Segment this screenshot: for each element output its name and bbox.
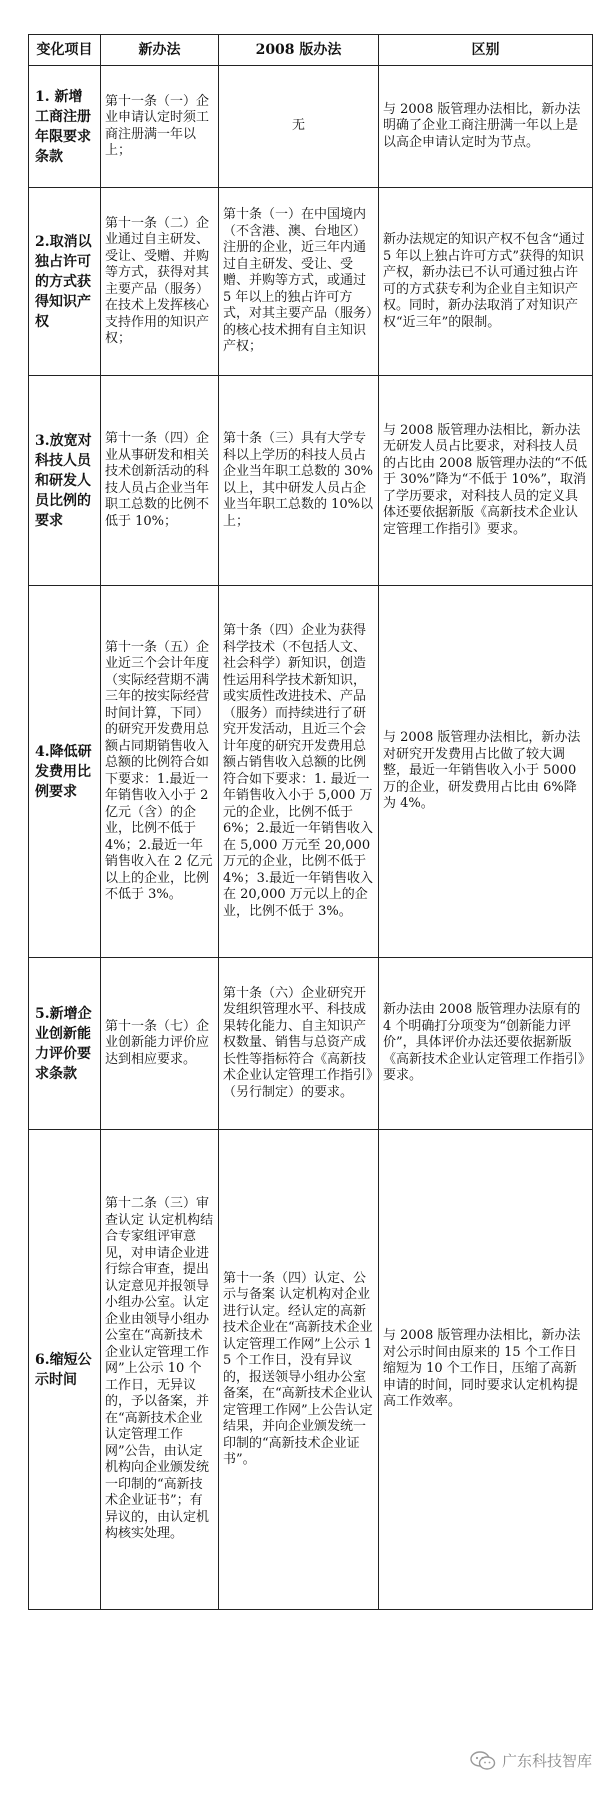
row-item: 5.新增企业创新能力评价要求条款 xyxy=(29,958,101,1130)
table-row xyxy=(29,188,593,376)
table-header-row xyxy=(29,35,593,66)
row-difference: 与 2008 版管理办法相比，新办法对公示时间由原来的 15 个工作日缩短为 10 个工作日，压缩了高新申请的时间，同时要求认定机构提高工作效率。 xyxy=(379,1130,593,1610)
row-item: 4.降低研发费用比例要求 xyxy=(29,586,101,958)
wechat-icon xyxy=(470,1751,496,1771)
row-2008-method: 无 xyxy=(219,66,379,188)
row-2008-method: 第十条（四）企业为获得科学技术（不包括人文、社会科学）新知识，创造性运用科学技术新知识，或实质性改进技术、产品（服务）而持续进行了研究开发活动，且近三个会计年度的研究开发费用总额占销售收入总额的比例符合如下要求：1. 最近一年销售收入小于 5,000 万元的企业，比例不低于 6%；2.最近一年销售收入在 5,000 万元至 20,000 万元的企业，比例不低于 4%；3.最近一年销售收入在 20,000 万元以上的企业，比例不低于 3%。 xyxy=(219,586,379,958)
header-difference: 区别 xyxy=(379,35,593,66)
row-new-method: 第十一条（一）企业申请认定时须工商注册满一年以上； xyxy=(101,66,219,188)
row-difference: 与 2008 版管理办法相比，新办法无研发人员占比要求，对科技人员的占比由 2008 版管理办法的“不低于 30%”降为“不低于 10%”，取消了学历要求，对科技人员的定义具体还要依据新版《高新技术企业认定管理工作指引》要求。 xyxy=(379,376,593,586)
watermark-text: 广东科技智库 xyxy=(501,1752,592,1770)
row-item: 6.缩短公示时间 xyxy=(29,1130,101,1610)
row-2008-method: 第十条（一）在中国境内（不含港、澳、台地区）注册的企业，近三年内通过自主研发、受让、受赠、并购等方式，或通过 5 年以上的独占许可方式，对其主要产品（服务）的核心技术拥有自主知识产权； xyxy=(219,188,379,376)
comparison-table-container xyxy=(28,34,592,1610)
row-difference: 与 2008 版管理办法相比，新办法对研究开发费用占比做了较大调整，最近一年销售收入小于 5000 万的企业，研发费用占比由 6%降为 4%。 xyxy=(379,586,593,958)
row-item: 1. 新增工商注册年限要求条款 xyxy=(29,66,101,188)
row-new-method: 第十一条（二）企业通过自主研发、受让、受赠、并购等方式，获得对其主要产品（服务）在技术上发挥核心支持作用的知识产权； xyxy=(101,188,219,376)
row-item: 3.放宽对科技人员和研发人员比例的要求 xyxy=(29,376,101,586)
row-2008-method: 第十条（六）企业研究开发组织管理水平、科技成果转化能力、自主知识产权数量、销售与总资产成长性等指标符合《高新技术企业认定管理工作指引》（另行制定）的要求。 xyxy=(219,958,379,1130)
table-row xyxy=(29,66,593,188)
header-item: 变化项目 xyxy=(29,35,101,66)
row-item: 2.取消以独占许可的方式获得知识产权 xyxy=(29,188,101,376)
row-difference: 新办法由 2008 版管理办法原有的 4 个明确打分项变为“创新能力评价”，具体评价办法还要依据新版《高新技术企业认定管理工作指引》要求。 xyxy=(379,958,593,1130)
row-new-method: 第十一条（七）企业创新能力评价应达到相应要求。 xyxy=(101,958,219,1130)
table-row xyxy=(29,586,593,958)
header-new-method: 新办法 xyxy=(101,35,219,66)
header-2008-method: 2008 版办法 xyxy=(219,35,379,66)
table-row xyxy=(29,1130,593,1610)
row-difference: 与 2008 版管理办法相比，新办法明确了企业工商注册满一年以上是以高企申请认定时为节点。 xyxy=(379,66,593,188)
table-row xyxy=(29,958,593,1130)
comparison-table xyxy=(28,34,593,1610)
row-new-method: 第十一条（五）企业近三个会计年度（实际经营期不满三年的按实际经营时间计算，下同）的研究开发费用总额占同期销售收入总额的比例符合如下要求：1.最近一年销售收入小于 2 亿元（含）的企业，比例不低于 4%；2.最近一年销售收入在 2 亿元以上的企业，比例不低于 3%。 xyxy=(101,586,219,958)
table-row xyxy=(29,376,593,586)
watermark xyxy=(470,1750,592,1771)
row-2008-method: 第十一条（四）认定、公示与备案 认定机构对企业进行认定。经认定的高新技术企业在“高新技术企业认定管理工作网”上公示 15 个工作日，没有异议的，报送领导小组办公室备案，在“高新技术企业认定管理工作网”上公告认定结果，并向企业颁发统一印制的“高新技术企业证书”。 xyxy=(219,1130,379,1610)
row-new-method: 第十二条（三）审查认定 认定机构结合专家组评审意见，对申请企业进行综合审查，提出认定意见并报领导小组办公室。认定企业由领导小组办公室在“高新技术企业认定管理工作网”上公示 10 个工作日，无异议的，予以备案，并在“高新技术企业认定管理工作网”公告，由认定机构向企业颁发统一印制的“高新技术企业证书”；有异议的，由认定机构核实处理。 xyxy=(101,1130,219,1610)
row-2008-method: 第十条（三）具有大学专科以上学历的科技人员占企业当年职工总数的 30%以上，其中研发人员占企业当年职工总数的 10%以上； xyxy=(219,376,379,586)
row-new-method: 第十一条（四）企业从事研发和相关技术创新活动的科技人员占企业当年职工总数的比例不低于 10%； xyxy=(101,376,219,586)
row-difference: 新办法规定的知识产权不包含“通过 5 年以上独占许可方式”获得的知识产权，新办法已不认可通过独占许可的方式获专利为企业自主知识产权。同时，新办法取消了对知识产权“近三年”的限制。 xyxy=(379,188,593,376)
